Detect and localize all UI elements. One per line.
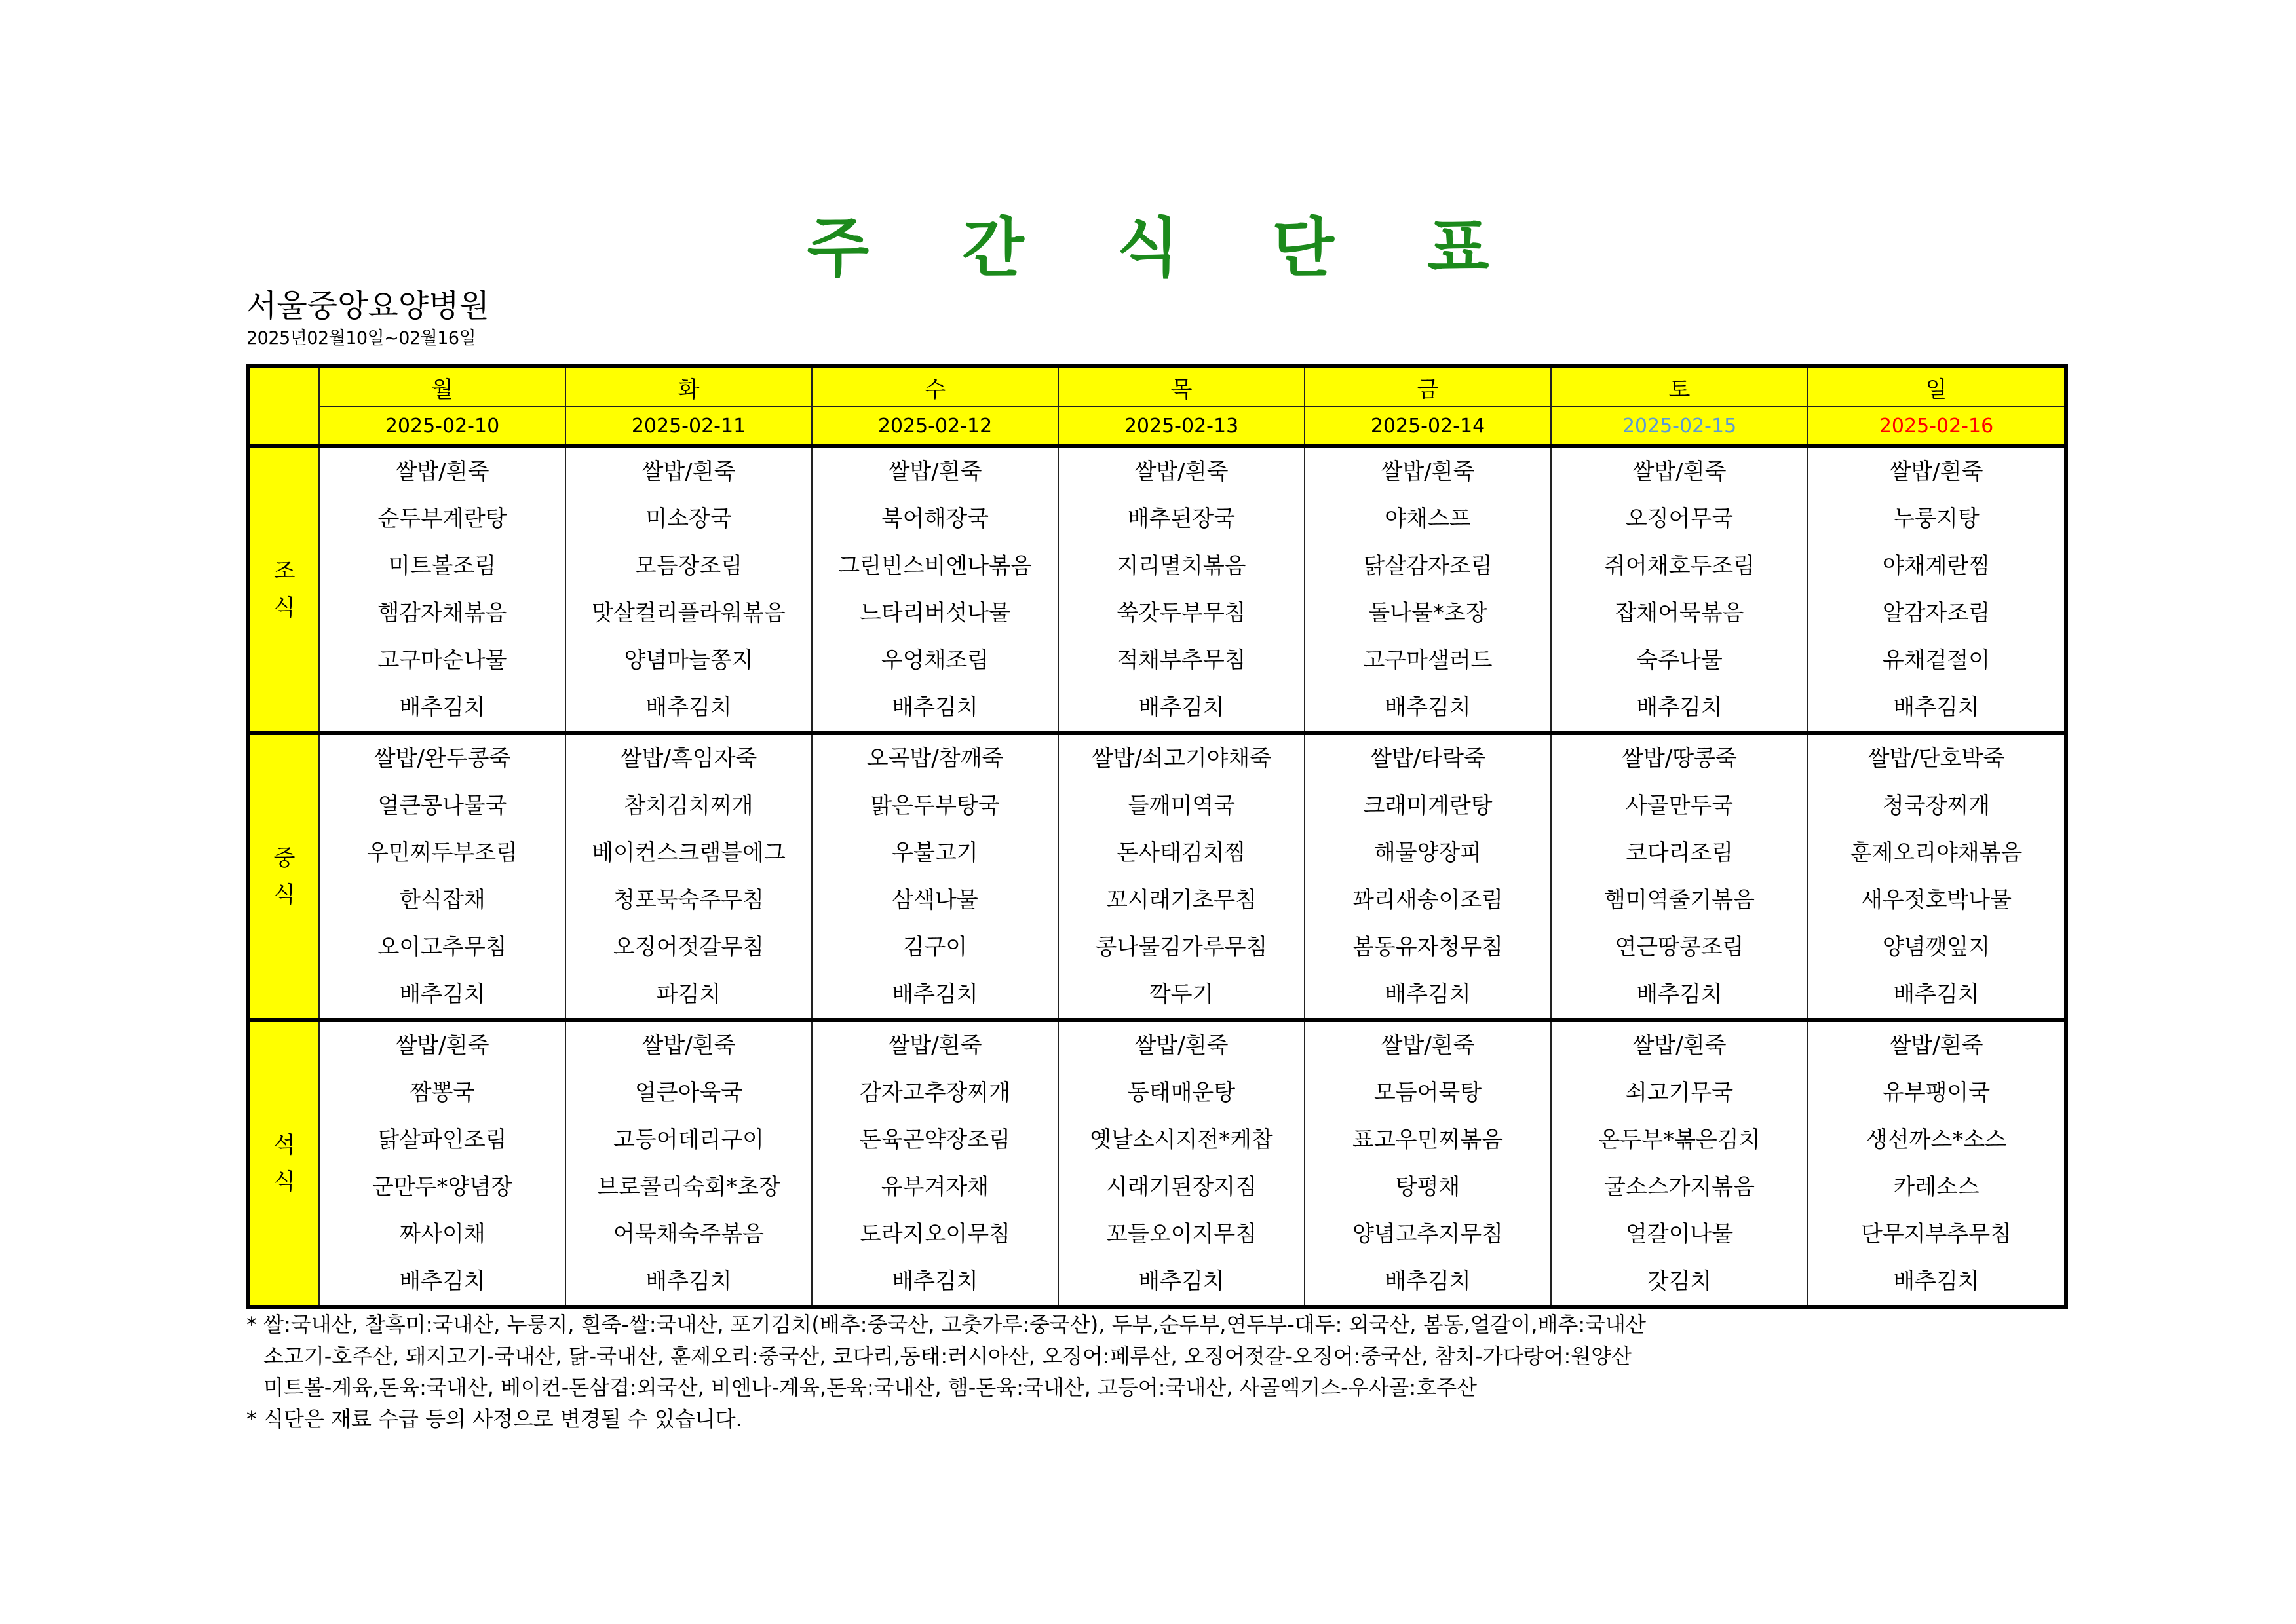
- menu-cell-lunch-thu: [1058, 733, 1305, 1020]
- menu-cell-dinner-mon: [319, 1020, 565, 1307]
- dish-item: 연근땅콩조림: [1615, 934, 1744, 960]
- dish-item: 훈제오리야채볶음: [1850, 840, 2023, 866]
- dish-item: 짜사이채: [399, 1221, 486, 1247]
- dish-item: 군만두*양념장: [372, 1174, 513, 1200]
- dish-item: 코다리조림: [1625, 840, 1734, 866]
- dish-item: 쌀밥/땅콩죽: [1622, 746, 1737, 772]
- meal-label-breakfast: [248, 446, 319, 733]
- dish-item: 쌀밥/흰죽: [1889, 459, 1983, 485]
- menu-cell-breakfast-sun: [1808, 446, 2066, 733]
- dish-item: 돈육곤약장조림: [860, 1127, 1010, 1153]
- dish-item: 꼬들오이지무침: [1106, 1221, 1257, 1247]
- dish-item: 어묵채숙주볶음: [613, 1221, 764, 1247]
- note-line: * 쌀:국내산, 찰흑미:국내산, 누룽지, 흰죽-쌀:국내산, 포기김치(배추:중국산, 고춧가루:중국산), 두부,순두부,연두부-대두: 외국산, 봄동,얼갈이,배추:국내산: [246, 1312, 1646, 1337]
- dish-item: 누룽지탕: [1893, 506, 1980, 532]
- dish-item: 배추김치: [892, 694, 978, 721]
- date-sun: 2025-02-16: [1808, 407, 2066, 446]
- dish-item: 쌀밥/흰죽: [1889, 1032, 1983, 1059]
- dish-item: 생선까스*소스: [1866, 1127, 2007, 1153]
- dish-item: 쌀밥/흰죽: [1632, 1032, 1727, 1059]
- dish-item: 청국장찌개: [1882, 793, 1991, 819]
- meal-label-dinner: [248, 1020, 319, 1307]
- menu-cell-dinner-sat: [1551, 1020, 1808, 1307]
- corner-cell: [248, 366, 319, 446]
- dish-item: 북어해장국: [881, 506, 989, 532]
- dish-item: 고등어데리구이: [613, 1127, 764, 1153]
- dish-item: 봄동유자청무침: [1352, 934, 1503, 960]
- menu-cell-lunch-sun: [1808, 733, 2066, 1020]
- dish-item: 쑥갓두부무침: [1117, 600, 1246, 626]
- menu-cell-breakfast-sat: [1551, 446, 1808, 733]
- dish-item: 쌀밥/흰죽: [395, 459, 489, 485]
- meal-label-char: 석: [273, 1132, 296, 1158]
- date-sat: 2025-02-15: [1551, 407, 1808, 446]
- dish-item: 파김치: [656, 981, 721, 1008]
- dish-item: 배추김치: [645, 694, 732, 721]
- dish-item: 쌀밥/흰죽: [395, 1032, 489, 1059]
- dish-item: 쥐어채호두조림: [1604, 553, 1755, 579]
- dish-item: 해물양장피: [1373, 840, 1482, 866]
- menu-cell-breakfast-tue: [565, 446, 812, 733]
- dish-item: 배추김치: [1893, 1268, 1980, 1294]
- date-fri: 2025-02-14: [1305, 407, 1551, 446]
- dish-item: 알감자조림: [1882, 600, 1991, 626]
- day-header-sun: 일: [1808, 366, 2066, 407]
- dish-item: 닭살감자조림: [1363, 553, 1493, 579]
- origin-notes: [246, 1309, 1646, 1435]
- dish-item: 옛날소시지전*케찹: [1090, 1127, 1273, 1153]
- dish-item: 쌀밥/흰죽: [888, 459, 982, 485]
- dish-item: 쌀밥/쇠고기야채죽: [1091, 746, 1272, 772]
- dish-item: 모듬어묵탕: [1373, 1080, 1482, 1106]
- dish-item: 쌀밥/흰죽: [641, 1032, 736, 1059]
- dish-item: 쌀밥/단호박죽: [1867, 746, 2005, 772]
- dish-item: 브로콜리숙회*초장: [597, 1174, 780, 1200]
- dish-item: 크래미계란탕: [1363, 793, 1493, 819]
- meal-row-dinner: [248, 1020, 2066, 1307]
- dish-item: 쌀밥/흰죽: [641, 459, 736, 485]
- menu-cell-dinner-tue: [565, 1020, 812, 1307]
- dish-item: 시래기된장지짐: [1106, 1174, 1257, 1200]
- date-mon: 2025-02-10: [319, 407, 565, 446]
- dish-item: 모듬장조림: [634, 553, 743, 579]
- menu-cell-breakfast-wed: [812, 446, 1058, 733]
- dish-item: 닭살파인조림: [377, 1127, 507, 1153]
- dish-item: 우민찌두부조림: [367, 840, 518, 866]
- day-header-sat: 토: [1551, 366, 1808, 407]
- day-header-row: [248, 366, 2066, 407]
- dish-item: 오징어무국: [1625, 506, 1734, 532]
- dish-item: 배추김치: [1636, 981, 1723, 1008]
- dish-item: 쌀밥/흰죽: [1381, 1032, 1475, 1059]
- dish-item: 얼큰아욱국: [634, 1080, 743, 1106]
- menu-cell-lunch-tue: [565, 733, 812, 1020]
- dish-item: 도라지오이무침: [860, 1221, 1010, 1247]
- hospital-name: 서울중앙요양병원: [246, 288, 489, 324]
- dish-item: 쌀밥/흑임자죽: [620, 746, 757, 772]
- dish-item: 미트볼조림: [388, 553, 497, 579]
- day-header-wed: 수: [812, 366, 1058, 407]
- dish-item: 쇠고기무국: [1625, 1080, 1734, 1106]
- date-thu: 2025-02-13: [1058, 407, 1305, 446]
- dish-item: 사골만두국: [1625, 793, 1734, 819]
- dish-item: 베이컨스크램블에그: [592, 840, 786, 866]
- menu-cell-lunch-wed: [812, 733, 1058, 1020]
- menu-cell-lunch-sat: [1551, 733, 1808, 1020]
- dish-item: 배추된장국: [1127, 506, 1236, 532]
- dish-item: 배추김치: [1138, 1268, 1225, 1294]
- dish-item: 한식잡채: [399, 887, 486, 913]
- dish-item: 삼색나물: [892, 887, 978, 913]
- dish-item: 감자고추장찌개: [860, 1080, 1010, 1106]
- dish-item: 배추김치: [1385, 981, 1471, 1008]
- page-title: 주 간 식 단 표: [807, 211, 1525, 286]
- dish-item: 햄감자채볶음: [377, 600, 507, 626]
- meal-label-char: 식: [273, 882, 296, 908]
- dish-item: 유부팽이국: [1882, 1080, 1991, 1106]
- weekly-menu-table: [246, 364, 2068, 1309]
- dish-item: 탕평채: [1395, 1174, 1461, 1200]
- dish-item: 야채계란찜: [1882, 553, 1991, 579]
- dish-item: 쌀밥/흰죽: [1632, 459, 1727, 485]
- menu-table-body: [248, 366, 2066, 1307]
- dish-item: 고구마순나물: [377, 647, 507, 673]
- dish-item: 맑은두부탕국: [870, 793, 1000, 819]
- date-wed: 2025-02-12: [812, 407, 1058, 446]
- dish-item: 표고우민찌볶음: [1352, 1127, 1503, 1153]
- dish-item: 청포묵숙주무침: [613, 887, 764, 913]
- dish-item: 쌀밥/완두콩죽: [373, 746, 511, 772]
- dish-item: 지리멸치볶음: [1117, 553, 1246, 579]
- dish-item: 콩나물김가루무침: [1095, 934, 1268, 960]
- dish-item: 배추김치: [399, 694, 486, 721]
- menu-cell-dinner-fri: [1305, 1020, 1551, 1307]
- dish-item: 고구마샐러드: [1363, 647, 1493, 673]
- meal-label-char: 식: [273, 595, 296, 621]
- menu-cell-breakfast-mon: [319, 446, 565, 733]
- dish-item: 돌나물*초장: [1368, 600, 1487, 626]
- dish-item: 양념깻잎지: [1882, 934, 1991, 960]
- menu-cell-dinner-sun: [1808, 1020, 2066, 1307]
- dish-item: 참치김치찌개: [624, 793, 754, 819]
- dish-item: 들깨미역국: [1127, 793, 1236, 819]
- dish-item: 오이고추무침: [377, 934, 507, 960]
- dish-item: 야채스프: [1385, 506, 1471, 532]
- note-line: * 식단은 재료 수급 등의 사정으로 변경될 수 있습니다.: [246, 1407, 742, 1431]
- dish-item: 단무지부추무침: [1861, 1221, 2012, 1247]
- dish-item: 오곡밥/참깨죽: [866, 746, 1004, 772]
- dish-item: 미소장국: [645, 506, 732, 532]
- dish-item: 배추김치: [645, 1268, 732, 1294]
- dish-item: 깍두기: [1149, 981, 1214, 1008]
- dish-item: 쌀밥/흰죽: [1134, 1032, 1229, 1059]
- dish-item: 오징어젓갈무침: [613, 934, 764, 960]
- dish-item: 배추김치: [1893, 694, 1980, 721]
- dish-item: 새우젓호박나물: [1861, 887, 2012, 913]
- dish-item: 배추김치: [1138, 694, 1225, 721]
- dish-item: 배추김치: [892, 981, 978, 1008]
- dish-item: 꽈리새송이조림: [1352, 887, 1503, 913]
- dish-item: 그린빈스비엔나볶음: [838, 553, 1032, 579]
- dish-item: 배추김치: [399, 1268, 486, 1294]
- dish-item: 유채겉절이: [1882, 647, 1991, 673]
- dish-item: 유부겨자채: [881, 1174, 989, 1200]
- meal-label-char: 중: [273, 845, 296, 871]
- day-header-mon: 월: [319, 366, 565, 407]
- dish-item: 돈사태김치찜: [1117, 840, 1246, 866]
- meal-row-breakfast: [248, 446, 2066, 733]
- dish-item: 배추김치: [1385, 1268, 1471, 1294]
- menu-cell-dinner-wed: [812, 1020, 1058, 1307]
- dish-item: 쌀밥/흰죽: [1134, 459, 1229, 485]
- dish-item: 얼갈이나물: [1625, 1221, 1734, 1247]
- dish-item: 카레소스: [1893, 1174, 1980, 1200]
- meal-row-lunch: [248, 733, 2066, 1020]
- dish-item: 느타리버섯나물: [860, 600, 1010, 626]
- date-header-row: [248, 407, 2066, 446]
- dish-item: 굴소스가지볶음: [1604, 1174, 1755, 1200]
- dish-item: 쌀밥/흰죽: [888, 1032, 982, 1059]
- dish-item: 배추김치: [1893, 981, 1980, 1008]
- dish-item: 동태매운탕: [1127, 1080, 1236, 1106]
- dish-item: 맛살컬리플라워볶음: [592, 600, 786, 626]
- dish-item: 꼬시래기초무침: [1106, 887, 1257, 913]
- meal-label-char: 식: [273, 1169, 296, 1195]
- meal-label-lunch: [248, 733, 319, 1020]
- dish-item: 양념고추지무침: [1352, 1221, 1503, 1247]
- dish-item: 순두부계란탕: [377, 506, 507, 532]
- day-header-thu: 목: [1058, 366, 1305, 407]
- note-line: 소고기-호주산, 돼지고기-국내산, 닭-국내산, 훈제오리:중국산, 코다리,동태:러시아산, 오징어:페루산, 오징어젓갈-오징어:중국산, 참치-가다랑어:원양산: [263, 1344, 1632, 1369]
- menu-cell-breakfast-fri: [1305, 446, 1551, 733]
- date-tue: 2025-02-11: [565, 407, 812, 446]
- day-header-fri: 금: [1305, 366, 1551, 407]
- note-line: 미트볼-계육,돈육:국내산, 베이컨-돈삼겹:외국산, 비엔나-계육,돈육:국내산, 햄-돈육:국내산, 고등어:국내산, 사골엑기스-우사골:호주산: [263, 1375, 1477, 1400]
- menu-cell-dinner-thu: [1058, 1020, 1305, 1307]
- meal-label-char: 조: [273, 558, 296, 584]
- dish-item: 온두부*볶은김치: [1598, 1127, 1761, 1153]
- menu-cell-lunch-mon: [319, 733, 565, 1020]
- dish-item: 우엉채조림: [881, 647, 989, 673]
- dish-item: 우불고기: [892, 840, 978, 866]
- dish-item: 배추김치: [1385, 694, 1471, 721]
- dish-item: 짬뽕국: [410, 1080, 475, 1106]
- dish-item: 적채부추무침: [1117, 647, 1246, 673]
- dish-item: 숙주나물: [1636, 647, 1723, 673]
- dish-item: 쌀밥/흰죽: [1381, 459, 1475, 485]
- dish-item: 잡채어묵볶음: [1615, 600, 1744, 626]
- dish-item: 배추김치: [892, 1268, 978, 1294]
- day-header-tue: 화: [565, 366, 812, 407]
- dish-item: 햄미역줄기볶음: [1604, 887, 1755, 913]
- menu-period: 2025년02월10일~02월16일: [246, 328, 476, 349]
- dish-item: 양념마늘쫑지: [624, 647, 754, 673]
- dish-item: 쌀밥/타락죽: [1370, 746, 1485, 772]
- dish-item: 배추김치: [1636, 694, 1723, 721]
- menu-cell-lunch-fri: [1305, 733, 1551, 1020]
- menu-cell-breakfast-thu: [1058, 446, 1305, 733]
- dish-item: 배추김치: [399, 981, 486, 1008]
- dish-item: 얼큰콩나물국: [377, 793, 507, 819]
- dish-item: 갓김치: [1647, 1268, 1712, 1294]
- dish-item: 김구이: [902, 934, 968, 960]
